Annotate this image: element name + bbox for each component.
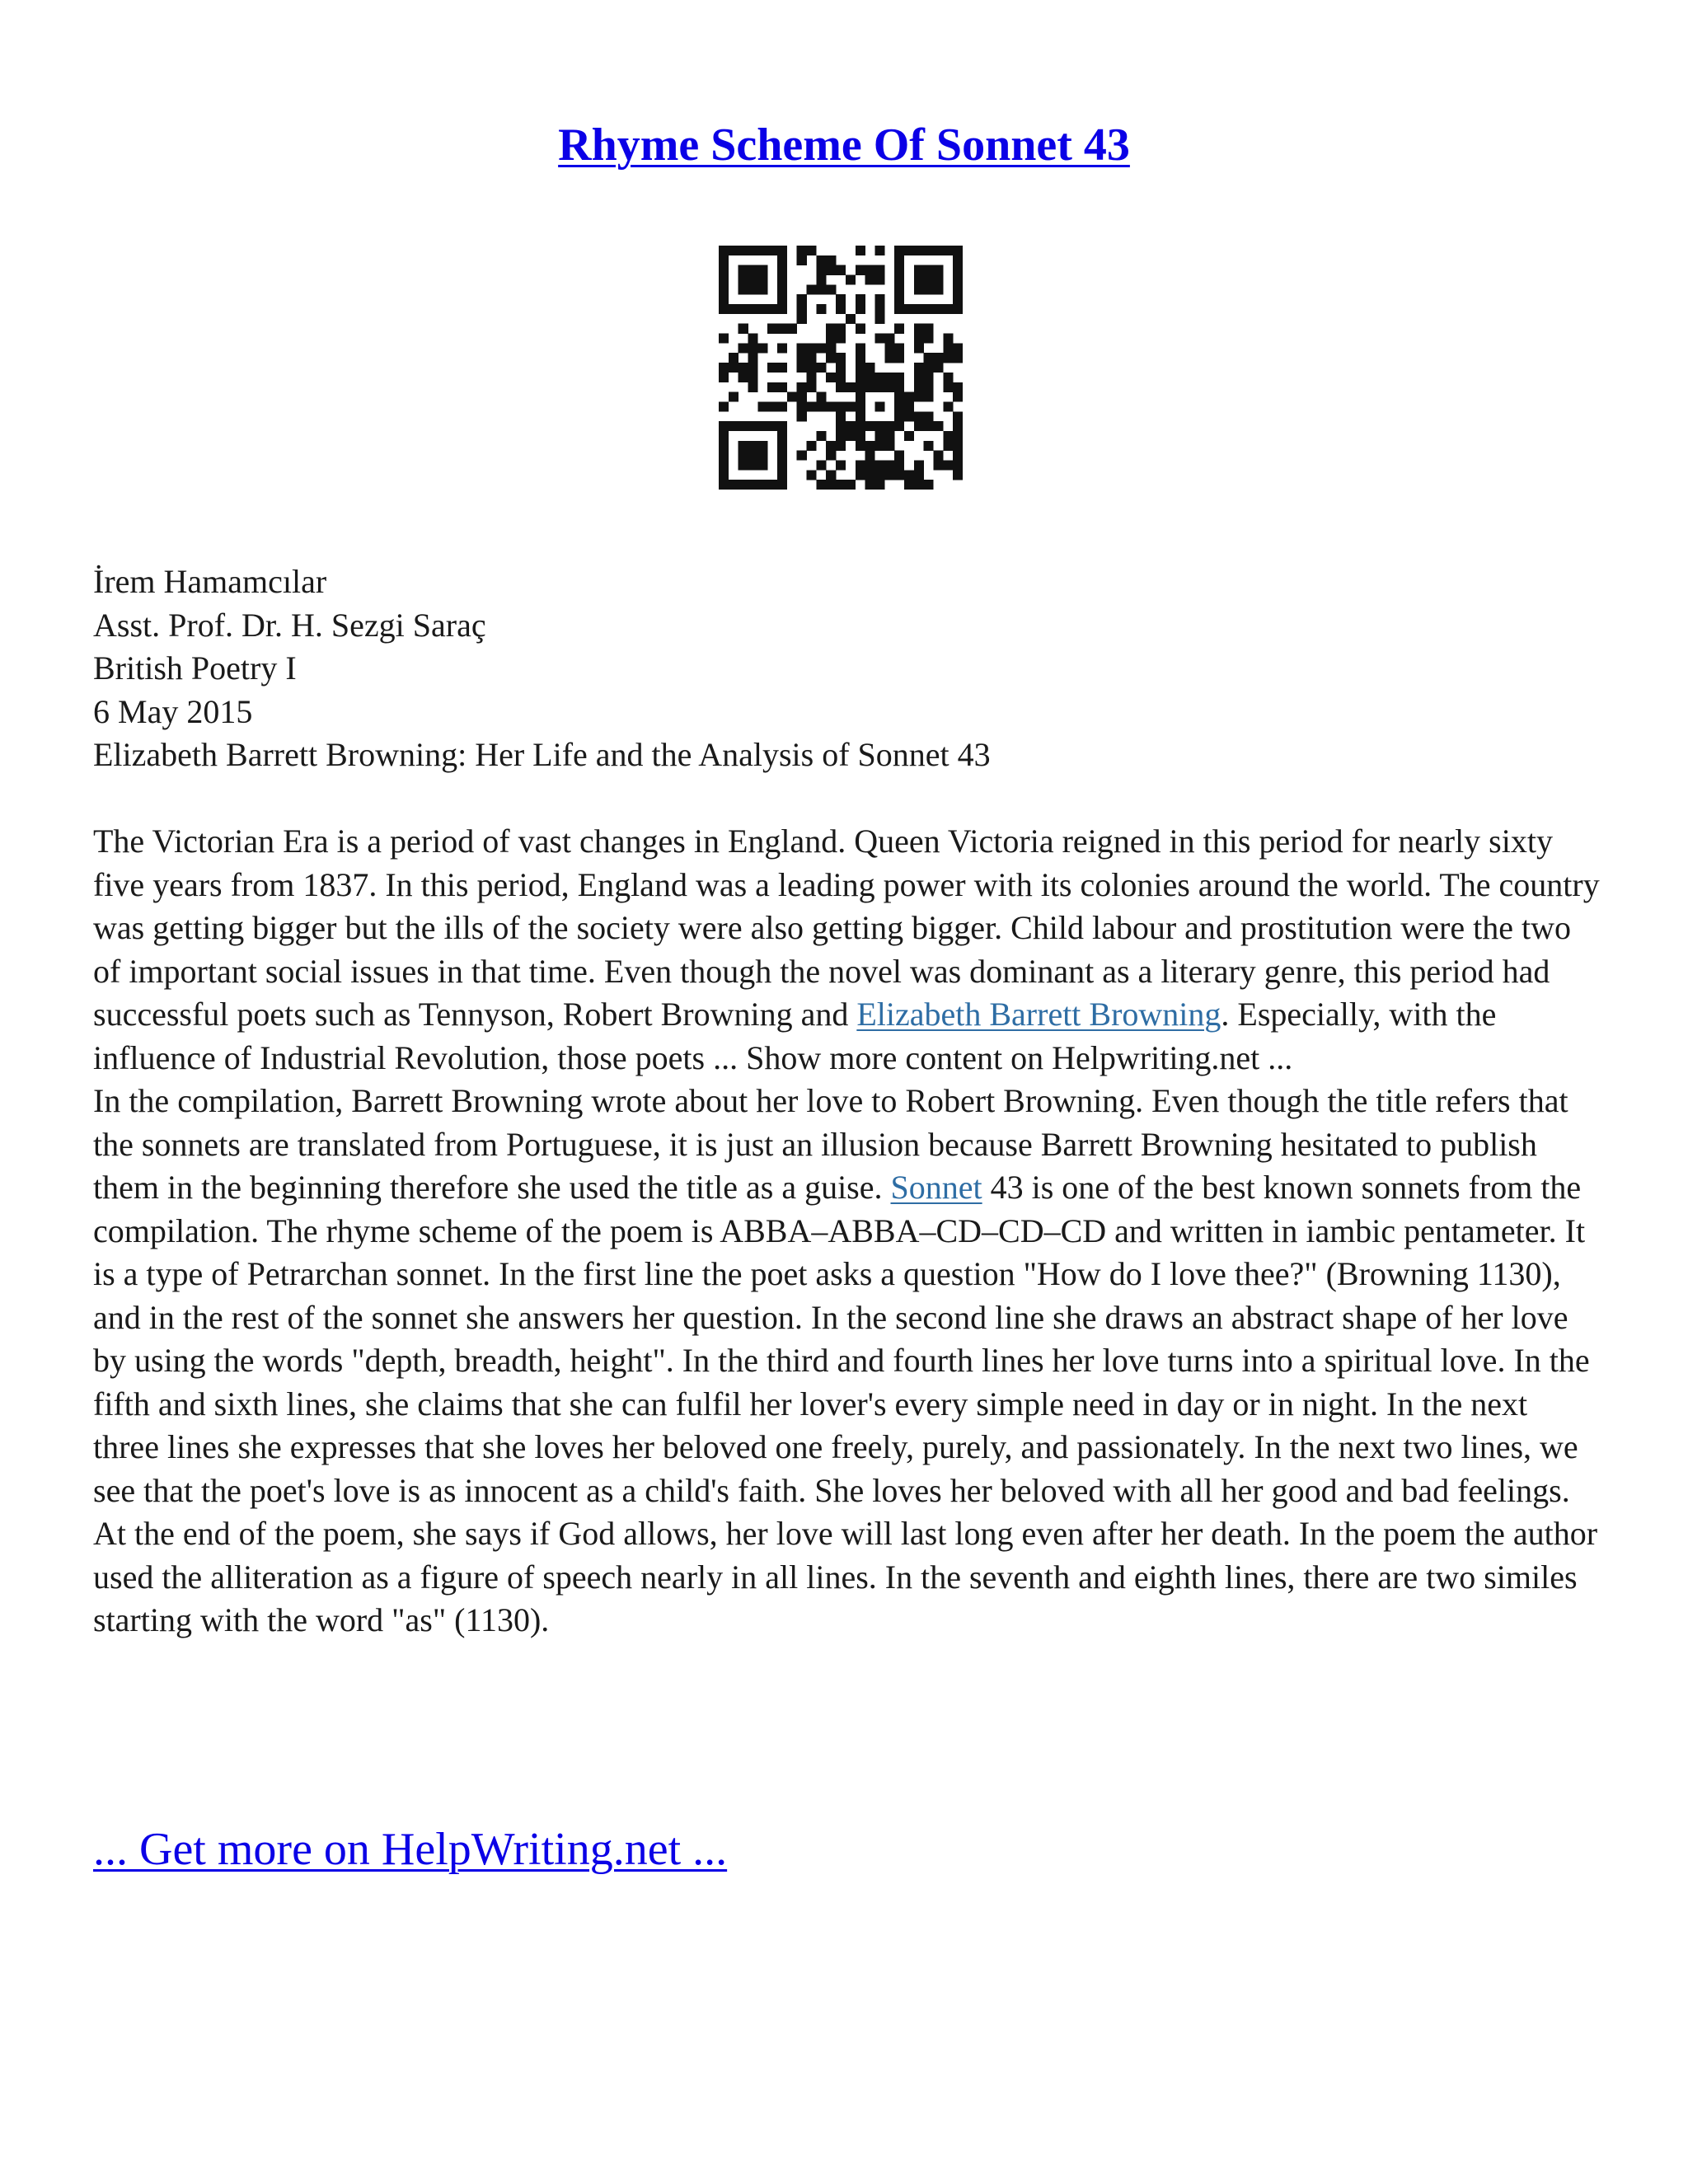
paragraph-sonnet-analysis [93, 1080, 1601, 1643]
course-name: British Poetry I [93, 649, 297, 687]
sonnet-link[interactable]: Sonnet [890, 1169, 982, 1206]
elizabeth-barrett-browning-link[interactable]: Elizabeth Barrett Browning [856, 996, 1221, 1033]
instructor-name: Asst. Prof. Dr. H. Sezgi Saraç [93, 606, 486, 644]
get-more-link[interactable]: ... Get more on HelpWriting.net ... [93, 1824, 728, 1875]
qr-code-icon [719, 246, 963, 490]
title-link[interactable]: Rhyme Scheme Of Sonnet 43 [558, 120, 1130, 171]
paragraph2-text-b: 43 is one of the best known sonnets from the compilation. The rhyme scheme of the poem is ABBA–ABBA–CD–CD–CD and written in iambic pentameter. It is a type of Petrarchan sonnet. In the first line the poet asks a question "How do I love thee?" (Browning 1130), and in the rest of the sonnet she answers her question. In the second line she draws an abstract shape of her love by using the words "depth, breadth, height". In the third and fourth lines her love turns into a spiritual love. In the fifth and sixth lines, she claims that she can fulfil her lover's every simple need in day or in night. In the next three lines she expresses that she loves her beloved one freely, purely, and passionately. In the next two lines, we see that the poet's love is as innocent as a child's faith. She loves her beloved with all her good and bad feelings. At the end of the poem, she says if God allows, her love will last long even after her death. In the poem the author used the alliteration as a figure of speech nearly in all lines. In the seventh and eighth lines, there are two similes starting with the word "as" (1130). [93, 1169, 1598, 1638]
student-name: İrem Hamamcılar [93, 563, 327, 600]
essay-date: 6 May 2015 [93, 692, 253, 730]
essay-title: Elizabeth Barrett Browning: Her Life and the Analysis of Sonnet 43 [93, 736, 991, 773]
essay-body [93, 820, 1601, 1643]
paragraph1-text-b: . Especially, with the influence of Industrial Revolution, those poets ... Show more content on Helpwriting.net ... [93, 996, 1497, 1076]
document-title [0, 115, 1688, 175]
paragraph-victorian-era [93, 820, 1601, 1080]
paragraph1-text-a: The Victorian Era is a period of vast changes in England. Queen Victoria reigned in this period for nearly sixty five years from 1837. In this period, England was a leading power with its colonies around the world. The country was getting bigger but the ills of the society were also getting bigger. Child labour and prostitution were the two of important social issues in that time. Even though the novel was dominant as a literary genre, this period had successful poets such as Tennyson, Robert Browning and [93, 823, 1600, 1033]
essay-header [93, 560, 991, 777]
paragraph2-text-a: In the compilation, Barrett Browning wrote about her love to Robert Browning. Even though the title refers that the sonnets are translated from Portuguese, it is just an illusion because Barrett Browning hesitated to publish them in the beginning therefore she used the title as a guise. [93, 1082, 1568, 1206]
footer [93, 1820, 727, 1879]
